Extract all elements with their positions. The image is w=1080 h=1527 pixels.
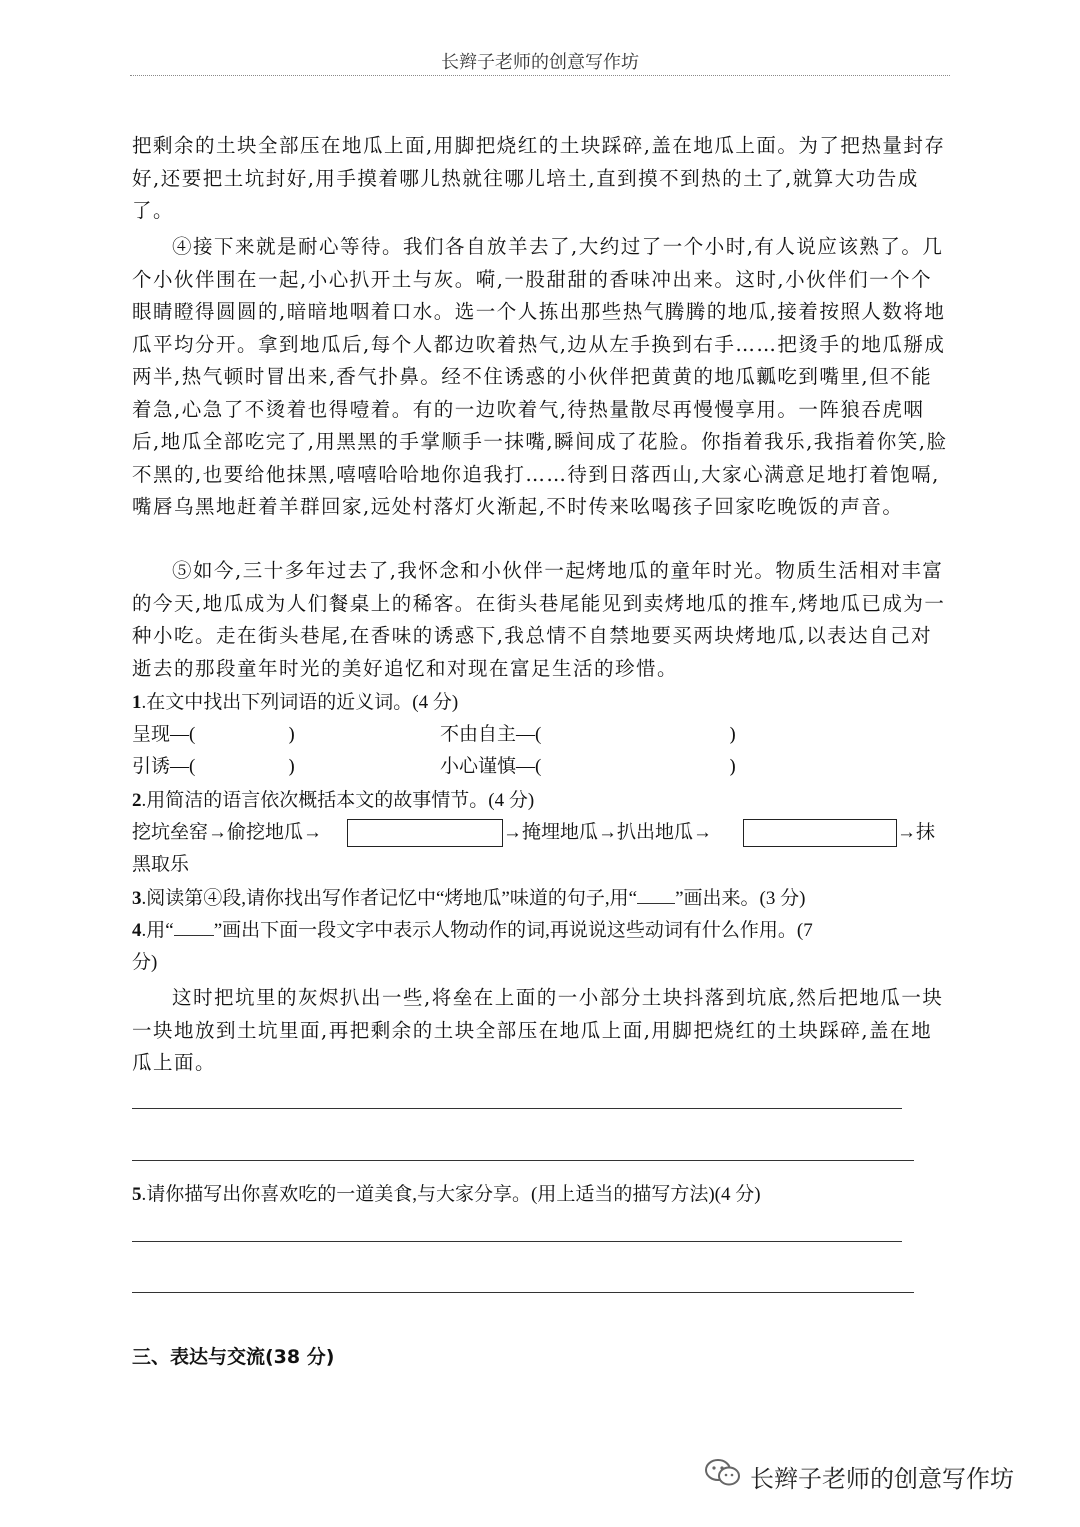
question-4-text-b: ”画出下面一段文字中表示人物动作的词,再说说这些动词有什么作用。(7: [213, 920, 813, 941]
question-3-text-b: ”画出来。(3 分): [675, 888, 806, 909]
watermark-text: 长辫子老师的创意写作坊: [750, 1464, 1014, 1493]
question-5: [132, 1180, 761, 1210]
synonym-word-1: 呈现—(: [132, 724, 196, 745]
plot-flow-step-3: →抹: [897, 822, 936, 843]
synonym-word-2: 不由自主—(: [440, 724, 542, 745]
answer-line-q5-2[interactable]: [132, 1292, 914, 1293]
question-4-continued: 分): [132, 952, 158, 973]
watermark: [704, 1456, 1014, 1496]
page-header: 长辫子老师的创意写作坊: [441, 52, 639, 73]
question-4: [132, 916, 813, 946]
underline-mark-sample: [637, 887, 675, 904]
question-5-number: 5: [132, 1184, 142, 1205]
question-2-number: 2: [132, 790, 142, 811]
underline-mark-sample-2: [174, 919, 214, 936]
passage-paragraph-continued: 把剩余的土块全部压在地瓜上面,用脚把烧红的土块踩碎,盖在地瓜上面。为了把热量封存好,还要把土坑封好,用手摸着哪儿热就往哪儿培土,直到摸不到热的土了,就算大功告成了。: [132, 134, 946, 222]
plot-answer-box-1[interactable]: [347, 819, 503, 847]
plot-flow-step-1: 挖坑垒窑→偷挖地瓜→: [132, 822, 323, 843]
synonym-word-4: 小心谨慎—(: [440, 756, 542, 777]
plot-flow-step-2: →掩埋地瓜→扒出地瓜→: [503, 822, 713, 843]
question-4-text-a: .用“: [141, 920, 174, 941]
plot-flow-end: 黑取乐: [132, 854, 190, 875]
question-3-text-a: .阅读第④段,请你找出写作者记忆中“烤地瓜”味道的句子,用“: [141, 888, 638, 909]
synonym-answer-1-close: ): [288, 724, 296, 746]
synonym-word-3: 引诱—(: [132, 756, 196, 777]
passage-paragraph-4: ④接下来就是耐心等待。我们各自放羊去了,大约过了一个小时,有人说应该熟了。几个小伙伴围在一起,小心扒开土与灰。嗬,一股甜甜的香味冲出来。这时,小伙伴们一个个眼睛瞪得圆圆的,暗暗地咽着口水。选一个人拣出那些热气腾腾的地瓜,接着按照人数将地瓜平均分开。拿到地瓜后,每个人都边吹着热气,边从左手换到右手……把烫手的地瓜掰成两半,热气顿时冒出来,香气扑鼻。经不住诱惑的小伙伴把黄黄的地瓜瓤吃到嘴里,但不能着急,心急了不烫着也得噎着。有的一边吹着气,待热量散尽再慢慢享用。一阵狼吞虎咽后,地瓜全部吃完了,用黑黑的手掌顺手一抹嘴,瞬间成了花脸。你指着我乐,我指着你笑,脸不黑的,也要给他抹黑,嘻嘻哈哈地你追我打……待到日落西山,大家心满意足地打着饱嗝,嘴唇乌黑地赶着羊群回家,远处村落灯火渐起,不时传来吆喝孩子回家吃晚饭的声音。: [132, 235, 948, 518]
question-1: [132, 688, 458, 718]
question-1-number: 1: [132, 692, 142, 713]
section-3-title: 三、表达与交流(38 分): [132, 1346, 335, 1368]
question-4-excerpt: 这时把坑里的灰烬扒出一些,将垒在上面的一小部分土块抖落到坑底,然后把地瓜一块一块地放到土坑里面,再把剩余的土块全部压在地瓜上面,用脚把烧红的土块踩碎,盖在地瓜上面。: [132, 986, 944, 1074]
question-2: [132, 786, 534, 816]
answer-line-q5-1[interactable]: [132, 1241, 902, 1242]
question-3-number: 3: [132, 888, 142, 909]
passage-paragraph-5: ⑤如今,三十多年过去了,我怀念和小伙伴一起烤地瓜的童年时光。物质生活相对丰富的今天,地瓜成为人们餐桌上的稀客。在街头巷尾能见到卖烤地瓜的推车,烤地瓜已成为一种小吃。走在街头巷尾,在香味的诱惑下,我总情不自禁地要买两块烤地瓜,以表达自己对逝去的那段童年时光的美好追忆和对现在富足生活的珍惜。: [132, 559, 946, 680]
question-2-text: .用简洁的语言依次概括本文的故事情节。(4 分): [141, 790, 535, 811]
synonym-answer-2-close: ): [729, 724, 737, 746]
answer-line-q4-2[interactable]: [132, 1160, 914, 1161]
question-3: [132, 884, 805, 914]
wechat-icon: [704, 1458, 742, 1494]
header-divider: [130, 75, 950, 76]
question-4-number: 4: [132, 920, 142, 941]
plot-answer-box-2[interactable]: [743, 819, 897, 847]
synonym-answer-4-close: ): [729, 756, 737, 778]
question-1-text: .在文中找出下列词语的近义词。(4 分): [141, 692, 459, 713]
answer-line-q4-1[interactable]: [132, 1108, 902, 1109]
question-5-text: .请你描写出你喜欢吃的一道美食,与大家分享。(用上适当的描写方法)(4 分): [141, 1184, 761, 1205]
synonym-answer-3-close: ): [288, 756, 296, 778]
